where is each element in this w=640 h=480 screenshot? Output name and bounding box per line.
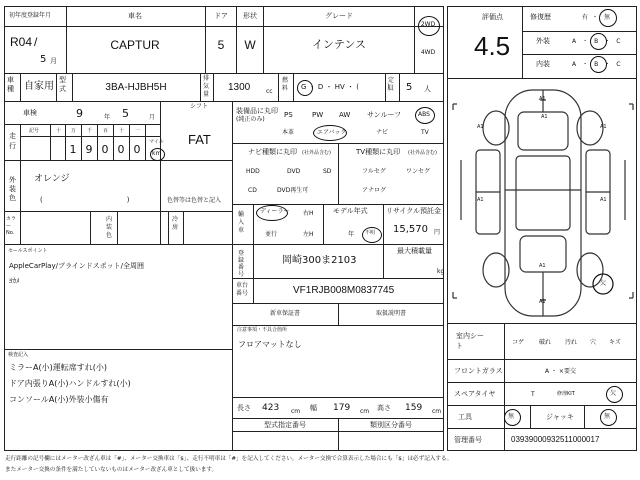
damage-mark: A1 bbox=[477, 124, 484, 130]
damage-mark: A1 bbox=[541, 114, 548, 120]
mileage-col-hyaku: 百 bbox=[103, 128, 109, 134]
model-year-label: モデル年式 bbox=[333, 207, 368, 215]
model-year-unknown: 不明 bbox=[365, 230, 376, 236]
shape-label: 形状 bbox=[243, 12, 257, 20]
sales-point-line: ﾖｶﾒ bbox=[9, 277, 20, 285]
inspector-line: ドア内張りA(小)ハンドルすれ(小) bbox=[9, 379, 131, 388]
equip-airbag: エアバック bbox=[317, 129, 347, 136]
spare-tire-missing: 欠 bbox=[610, 390, 617, 397]
displacement-value: 1300 bbox=[228, 82, 251, 93]
sales-point-label: セールスポイント bbox=[8, 248, 48, 254]
windshield-label: フロントガラス bbox=[454, 367, 503, 375]
height-label: 高さ bbox=[377, 404, 391, 412]
navi-dvd: DVD bbox=[287, 168, 301, 175]
notes-label: 注意事項・不具合箇所 bbox=[237, 327, 288, 333]
model-year-unit: 年 bbox=[348, 231, 355, 238]
navi-cd: CD bbox=[248, 187, 257, 194]
seat-issue: コゲ bbox=[512, 339, 525, 346]
model-label: 型式 bbox=[59, 76, 66, 93]
inspector-line: コンソールA(小)外装小傷有 bbox=[9, 395, 109, 404]
mileage-col-sen: 千 bbox=[87, 128, 93, 134]
repair-no: 無 bbox=[604, 14, 611, 21]
tv-oneseg: ワンセグ bbox=[406, 168, 431, 175]
category-no-label: 類別区分番号 bbox=[370, 421, 412, 429]
equip-leather: 本革 bbox=[282, 129, 295, 136]
mileage-label: 走行 bbox=[9, 132, 16, 150]
type-designation-label: 型式指定番号 bbox=[264, 421, 306, 429]
mileage-digit: 0 bbox=[133, 143, 141, 156]
mileage-col-ten: 十 bbox=[56, 128, 62, 134]
plate-label: 登録番号 bbox=[238, 250, 245, 278]
door-count: 5 bbox=[217, 38, 225, 52]
capacity-label: 定員 bbox=[388, 77, 395, 92]
footer-note-line1: 走行距離の記号欄にはメーター改ざん車は「#」、メーター交換車は「$」、走行不明車は「#」を記入してください。メーター交換で合算表示した場合にも「$」は必ず記入する。 bbox=[5, 456, 453, 462]
mileage-digit: 1 bbox=[69, 143, 77, 156]
max-load-label: 最大積載量 bbox=[397, 247, 432, 255]
mileage-col-man: 万 bbox=[71, 128, 77, 134]
jack-value: 無 bbox=[604, 413, 611, 420]
jack-label: ジャッキ bbox=[546, 413, 574, 421]
damage-mark: A1 bbox=[477, 197, 484, 203]
displacement-label: 排気量 bbox=[203, 75, 210, 98]
navi-dvd-play: DVD再生可 bbox=[277, 187, 309, 194]
width-unit: cm bbox=[360, 408, 370, 415]
height-unit: cm bbox=[432, 408, 442, 415]
fuel-options: G ・ D ・ HV ・ ( ) bbox=[301, 83, 390, 91]
notes-value: フロアマットなし bbox=[238, 340, 302, 349]
first-reg-year: R04 bbox=[10, 35, 33, 49]
navi-sd: SD bbox=[323, 168, 332, 175]
windshield-value: A ・ ×要交 bbox=[545, 368, 576, 375]
height-value: 159 bbox=[405, 403, 423, 413]
navi-note: (社外品含む) bbox=[302, 150, 331, 156]
damage-mark: A1 bbox=[539, 263, 546, 269]
inspector-line: ミラーA(小)運転席すれ(小) bbox=[9, 363, 107, 372]
interior-color-label: 内装色 bbox=[106, 216, 113, 239]
capacity-value: 5 bbox=[406, 82, 413, 93]
inspection-year-unit: 年 bbox=[104, 114, 111, 121]
repair-label: 修復歴 bbox=[530, 13, 551, 21]
exterior-grade-label: 外装 bbox=[536, 37, 550, 45]
equipment-subtitle: (純正のみ) bbox=[236, 116, 265, 123]
displacement-unit: cc bbox=[266, 88, 273, 95]
car-name-label: 車名 bbox=[128, 12, 142, 20]
first-reg-label: 初年度登録年月 bbox=[9, 12, 52, 19]
import-right-h: 右H bbox=[303, 210, 314, 217]
mileage-col-code: 記号 bbox=[29, 128, 40, 134]
length-value: 423 bbox=[262, 403, 280, 413]
shape-value: W bbox=[244, 38, 256, 52]
mileage-digit: 9 bbox=[85, 143, 93, 156]
score-value: 4.5 bbox=[474, 31, 511, 61]
exterior-label: 外装色 bbox=[9, 176, 16, 202]
recycle-label: リサイクル預託金 bbox=[386, 207, 442, 215]
repair-separator: ・ bbox=[592, 14, 599, 21]
first-reg-month-unit: 月 bbox=[50, 57, 57, 65]
spare-tire-label: スペアタイヤ bbox=[454, 390, 496, 398]
vin-value: VF1RJB008M0837745 bbox=[293, 285, 395, 296]
import-parallel: 並行 bbox=[265, 231, 278, 238]
car-name: CAPTUR bbox=[110, 38, 160, 52]
aircon-label: 冷房 bbox=[172, 216, 179, 231]
recycle-unit: 円 bbox=[434, 229, 441, 236]
mileage-digit: 0 bbox=[117, 143, 125, 156]
seat-issue: 穴 bbox=[590, 339, 597, 346]
tv-analog: アナログ bbox=[362, 187, 387, 194]
first-reg-slash: / bbox=[34, 35, 38, 49]
width-label: 幅 bbox=[310, 404, 317, 412]
plate-value: 岡崎300ま2103 bbox=[282, 255, 357, 266]
grade-label: グレード bbox=[325, 12, 353, 20]
capacity-unit: 人 bbox=[424, 85, 431, 93]
recycle-amount: 15,570 bbox=[393, 224, 428, 235]
spare-tire-kit: 修理KIT bbox=[557, 391, 575, 397]
mileage-unit-mile: マイル bbox=[149, 139, 164, 145]
grade-value: インテンス bbox=[311, 38, 367, 51]
spare-tire-t: T bbox=[531, 391, 535, 398]
tv-note: (社外品含む) bbox=[408, 150, 437, 156]
equipment-title: 装備品に丸印 bbox=[236, 107, 278, 115]
mileage-col-juu: 十 bbox=[119, 128, 125, 134]
reg-type-value: 自家用 bbox=[24, 81, 54, 92]
max-load-unit: kg bbox=[437, 268, 445, 275]
width-value: 179 bbox=[333, 403, 351, 413]
fuel-label: 燃料 bbox=[282, 77, 289, 92]
repair-yes: 有 bbox=[582, 14, 589, 21]
navi-hdd: HDD bbox=[246, 168, 260, 175]
vin-label: 車台番号 bbox=[236, 282, 249, 297]
equip-pw: PW bbox=[312, 111, 324, 119]
inspection-month: 5 bbox=[122, 107, 129, 120]
mileage-digit: 0 bbox=[101, 143, 109, 156]
exterior-grades: A ・ B ・ C bbox=[572, 38, 621, 45]
inspection-year: 9 bbox=[76, 107, 83, 120]
damage-mark: A1 bbox=[600, 124, 607, 130]
owner-manual: 取扱説明書 bbox=[375, 310, 407, 317]
import-left-h: 左H bbox=[303, 231, 314, 238]
footer-note-line2: またメーター交換の条件を満たしていないものはメーター改ざん車として扱います。 bbox=[5, 467, 218, 473]
length-label: 長さ bbox=[237, 404, 251, 412]
model-value: 3BA-HJBH5H bbox=[105, 82, 167, 93]
drive-4wd: 4WD bbox=[420, 49, 436, 56]
damage-mark: A1 bbox=[600, 197, 607, 203]
first-reg-month: 5 bbox=[40, 54, 47, 65]
seat-issue: 汚れ bbox=[565, 339, 578, 346]
tv-fullseg: フルセグ bbox=[362, 168, 386, 175]
equip-sunroof: サンルーフ bbox=[367, 111, 402, 119]
tv-title: TV種類に丸印 bbox=[356, 148, 401, 156]
control-no-value: 03939000932511000017 bbox=[511, 435, 600, 444]
shift-value: FAT bbox=[188, 132, 211, 147]
tools-label: 工具 bbox=[458, 413, 472, 421]
control-no-label: 管理番号 bbox=[454, 436, 482, 444]
import-dealer: ディーラー bbox=[260, 208, 290, 215]
interior-grade-label: 内装 bbox=[536, 60, 550, 68]
inspection-month-unit: 月 bbox=[149, 114, 156, 121]
sales-point-line: AppleCarPlay/ブラインドスポット/全周囲 bbox=[9, 262, 145, 270]
equip-aw: AW bbox=[339, 111, 351, 119]
inspection-label: 車検 bbox=[23, 109, 37, 117]
exterior-color: オレンジ bbox=[34, 174, 70, 184]
equip-ps: PS bbox=[284, 111, 293, 119]
new-car-warranty: 新車保証書 bbox=[269, 310, 301, 317]
shift-label: シフト bbox=[190, 103, 209, 110]
navi-title: ナビ種類に丸印 bbox=[248, 148, 297, 156]
color-no-label: カラーNo. bbox=[6, 216, 17, 236]
seat-issue: 破れ bbox=[539, 339, 552, 346]
equip-abs: ABS bbox=[418, 111, 430, 118]
mileage-unit-km: km bbox=[152, 150, 162, 157]
reg-type-label: 車種 bbox=[7, 76, 14, 93]
missing-mark: 欠 bbox=[600, 280, 607, 287]
equip-tv: TV bbox=[421, 129, 429, 136]
inspector-label: 検査記入 bbox=[8, 352, 29, 358]
interior-seat-label: 室内シート bbox=[456, 332, 484, 350]
interior-grades: A ・ B ・ C bbox=[572, 61, 621, 68]
tools-value: 無 bbox=[508, 413, 515, 420]
equip-navi: ナビ bbox=[376, 129, 389, 136]
exterior-note: 色替等は色替と記入 bbox=[167, 197, 222, 204]
door-label: ドア bbox=[214, 12, 228, 20]
damage-mark: A1 bbox=[539, 96, 546, 102]
score-label: 評価点 bbox=[482, 13, 503, 21]
exterior-paren: ( ) bbox=[40, 196, 130, 204]
drive-2wd: 2WD bbox=[420, 21, 436, 28]
damage-mark: A1 bbox=[539, 299, 546, 305]
import-label: 輸入車 bbox=[238, 211, 245, 234]
mileage-col-ichi: 一 bbox=[135, 128, 141, 134]
seat-issue: キズ bbox=[609, 339, 621, 346]
length-unit: cm bbox=[291, 408, 301, 415]
